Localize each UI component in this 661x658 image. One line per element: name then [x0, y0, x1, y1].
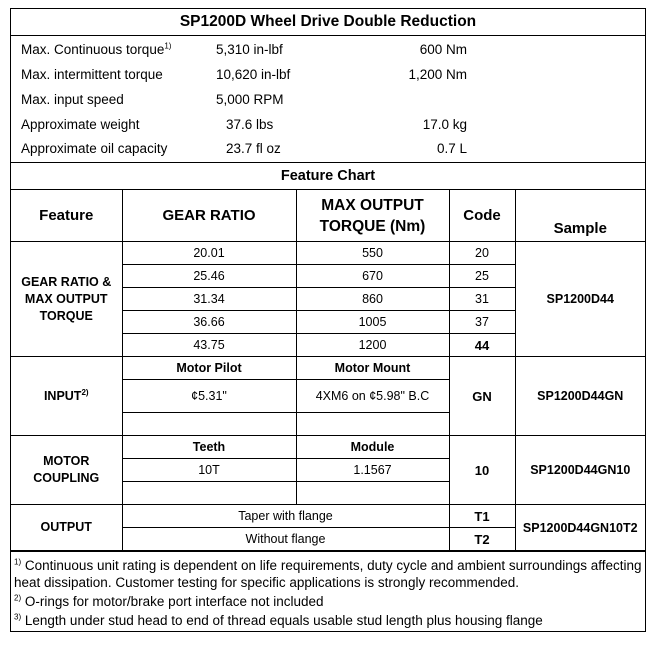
torque-cell: 860	[296, 288, 449, 311]
input-code: GN	[449, 357, 515, 436]
output-label: OUTPUT	[11, 505, 122, 551]
empty-cell	[296, 413, 449, 436]
empty-cell	[296, 482, 449, 505]
header-sample: Sample	[515, 190, 645, 242]
footnote-marker: 3)	[14, 612, 22, 622]
coupling-code: 10	[449, 436, 515, 505]
input-label-text: INPUT	[43, 388, 82, 403]
spec-imperial: 5,000 RPM	[216, 92, 284, 107]
output-code: T1	[449, 505, 515, 528]
feature-table	[11, 190, 645, 551]
empty-cell	[122, 413, 296, 436]
gear-ratio-cell: 43.75	[122, 334, 296, 357]
footnote	[14, 557, 645, 591]
torque-cell: 670	[296, 265, 449, 288]
torque-cell: 1005	[296, 311, 449, 334]
spec-metric: 600 Nm	[419, 42, 467, 57]
output-desc: Without flange	[122, 528, 449, 551]
spec-label: Approximate weight	[21, 117, 140, 132]
code-cell: 31	[449, 288, 515, 311]
header-max-output-line1: MAX OUTPUT	[321, 196, 424, 214]
input-sample: SP1200D44GN	[515, 357, 645, 436]
input-label	[11, 357, 122, 436]
table-row	[11, 436, 645, 459]
spec-block	[11, 36, 645, 163]
footnote-ref: 2)	[81, 387, 89, 397]
coupling-label	[11, 436, 122, 505]
output-code: T2	[449, 528, 515, 551]
spec-label	[21, 39, 171, 61]
spec-row	[11, 114, 645, 136]
spec-metric: 17.0 kg	[422, 117, 467, 132]
motor-pilot-value: ¢5.31"	[122, 380, 296, 413]
teeth-value: 10T	[122, 459, 296, 482]
footnotes	[11, 551, 645, 629]
coupling-label-line1: MOTOR	[43, 454, 90, 468]
sheet-title: SP1200D Wheel Drive Double Reduction	[11, 9, 645, 36]
code-cell: 44	[449, 334, 515, 357]
output-sample: SP1200D44GN10T2	[515, 505, 645, 551]
spec-label: Max. input speed	[21, 92, 124, 107]
header-feature: Feature	[11, 190, 122, 242]
header-gear-ratio: GEAR RATIO	[122, 190, 296, 242]
footnote-marker: 1)	[14, 557, 22, 567]
footnote	[14, 612, 645, 629]
motor-mount-value: 4XM6 on ¢5.98" B.C	[296, 380, 449, 413]
spec-imperial: 10,620 in-lbf	[216, 67, 291, 82]
spec-imperial: 23.7 fl oz	[226, 141, 281, 156]
motor-pilot-header: Motor Pilot	[122, 357, 296, 380]
table-row	[11, 505, 645, 528]
header-max-output	[296, 190, 449, 242]
empty-cell	[122, 482, 296, 505]
table-row	[11, 242, 645, 265]
gear-label-line1: GEAR RATIO &	[21, 274, 112, 289]
spec-row	[11, 64, 645, 86]
torque-cell: 1200	[296, 334, 449, 357]
footnote-text: Continuous unit rating is dependent on life requirements, duty cycle and ambient surroundings affecting heat dissipation. Customer testing for specific applications is strongly recommended.	[14, 558, 642, 590]
code-cell: 37	[449, 311, 515, 334]
spec-metric: 1,200 Nm	[408, 67, 467, 82]
gear-ratio-cell: 36.66	[122, 311, 296, 334]
spec-imperial: 5,310 in-lbf	[216, 42, 283, 57]
motor-mount-header: Motor Mount	[296, 357, 449, 380]
header-max-output-line2: TORQUE (Nm)	[319, 217, 426, 235]
module-header: Module	[296, 436, 449, 459]
gear-label-line3: TORQUE	[39, 308, 93, 323]
gear-label	[11, 242, 122, 357]
spec-label: Max. intermittent torque	[21, 67, 163, 82]
torque-cell: 550	[296, 242, 449, 265]
spec-label: Approximate oil capacity	[21, 141, 168, 156]
gear-sample: SP1200D44	[515, 242, 645, 357]
table-row	[11, 357, 645, 380]
coupling-label-line2: COUPLING	[33, 471, 100, 485]
output-desc: Taper with flange	[122, 505, 449, 528]
spec-sheet	[10, 8, 646, 632]
coupling-sample: SP1200D44GN10	[515, 436, 645, 505]
header-row	[11, 190, 645, 242]
footnote-text: O-rings for motor/brake port interface not included	[24, 594, 324, 609]
spec-row	[11, 89, 645, 111]
header-code: Code	[449, 190, 515, 242]
feature-chart-title: Feature Chart	[11, 163, 645, 190]
gear-ratio-cell: 25.46	[122, 265, 296, 288]
footnote-ref: 1)	[164, 41, 172, 51]
footnote-marker: 2)	[14, 593, 22, 603]
gear-ratio-cell: 20.01	[122, 242, 296, 265]
spec-imperial: 37.6 lbs	[226, 117, 274, 132]
code-cell: 20	[449, 242, 515, 265]
spec-row	[11, 39, 645, 61]
spec-row	[11, 138, 645, 160]
code-cell: 25	[449, 265, 515, 288]
footnote-text: Length under stud head to end of thread equals usable stud length plus housing flange	[24, 613, 543, 628]
gear-ratio-cell: 31.34	[122, 288, 296, 311]
spec-label-text: Max. Continuous torque	[21, 42, 165, 57]
spec-metric: 0.7 L	[436, 141, 467, 156]
module-value: 1.1567	[296, 459, 449, 482]
footnote	[14, 593, 645, 610]
teeth-header: Teeth	[122, 436, 296, 459]
gear-label-line2: MAX OUTPUT	[24, 291, 108, 306]
